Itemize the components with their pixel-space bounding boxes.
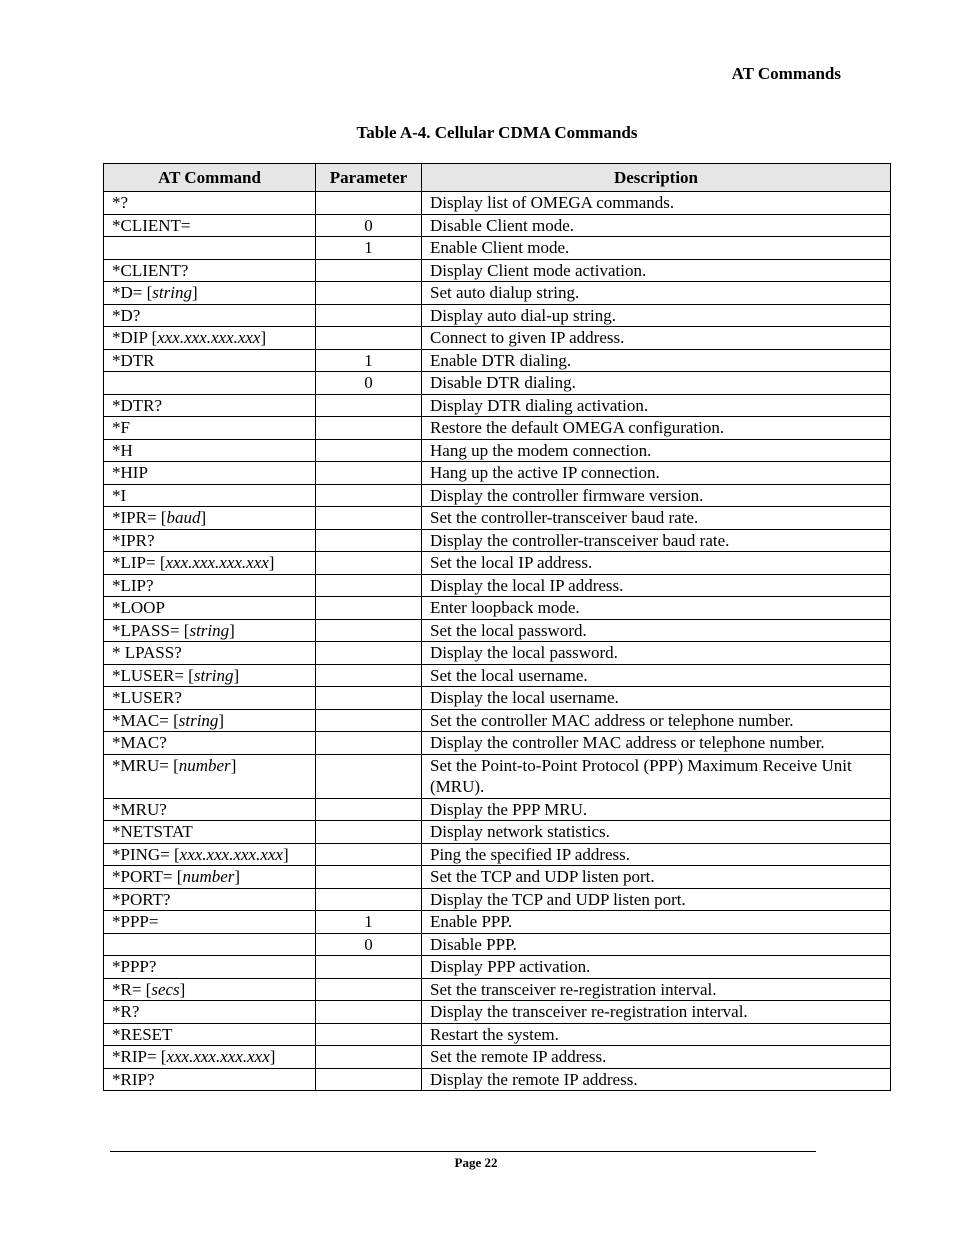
table-row xyxy=(104,214,891,237)
at-command-text: *IPR= [ xyxy=(112,508,167,527)
at-command-cell xyxy=(104,1023,316,1046)
description-cell: Enable DTR dialing. xyxy=(422,349,891,372)
parameter-cell xyxy=(316,619,422,642)
description-cell: Set the remote IP address. xyxy=(422,1046,891,1069)
at-command-text: *DIP [ xyxy=(112,328,158,347)
description-cell: Set the transceiver re-registration interval. xyxy=(422,978,891,1001)
argument-close-bracket: ] xyxy=(179,979,186,999)
description-cell: Set auto dialup string. xyxy=(422,282,891,305)
at-command-cell xyxy=(104,732,316,755)
at-commands-table xyxy=(103,163,891,1091)
at-command-cell xyxy=(104,619,316,642)
at-command-text: *CLIENT? xyxy=(112,260,189,280)
at-command-text: *LUSER= [ xyxy=(112,665,194,685)
table-caption: Table A-4. Cellular CDMA Commands xyxy=(356,123,638,142)
parameter-cell xyxy=(316,574,422,597)
parameter-cell xyxy=(316,417,422,440)
description-cell: Display the PPP MRU. xyxy=(422,798,891,821)
table-row xyxy=(104,732,891,755)
at-command-cell xyxy=(104,843,316,866)
at-command-text: *NETSTAT xyxy=(112,822,193,841)
at-command-cell xyxy=(104,282,316,305)
table-row xyxy=(104,597,891,620)
table-row xyxy=(104,798,891,821)
parameter-cell xyxy=(316,956,422,979)
page-number: Page 22 xyxy=(454,1155,498,1170)
at-command-text: *LIP= [ xyxy=(112,553,166,572)
at-command-cell xyxy=(104,597,316,620)
description-cell: Set the local password. xyxy=(422,619,891,642)
table-row xyxy=(104,933,891,956)
at-command-cell xyxy=(104,237,316,260)
description-cell: Display the controller MAC address or telephone number. xyxy=(422,732,891,755)
at-command-text: *F xyxy=(112,418,130,437)
description-cell: Disable PPP. xyxy=(422,933,891,956)
at-command-cell xyxy=(104,1046,316,1069)
parameter-cell xyxy=(316,529,422,552)
parameter-cell xyxy=(316,327,422,350)
at-command-text: * LPASS? xyxy=(112,643,182,662)
at-command-text: *D? xyxy=(112,305,141,325)
parameter-cell: 0 xyxy=(316,372,422,395)
at-command-cell xyxy=(104,642,316,665)
description-cell: Enable PPP. xyxy=(422,911,891,934)
at-command-cell xyxy=(104,933,316,956)
argument-close-bracket: ] xyxy=(260,328,267,347)
at-command-text: *CLIENT= xyxy=(112,215,191,235)
parameter-cell xyxy=(316,843,422,866)
column-header-at-command: AT Command xyxy=(104,164,316,192)
description-cell: Set the local IP address. xyxy=(422,552,891,575)
at-command-argument: string xyxy=(178,710,219,730)
at-command-text: *PPP= xyxy=(112,912,159,931)
at-command-argument: string xyxy=(193,665,234,685)
at-command-cell xyxy=(104,394,316,417)
parameter-cell xyxy=(316,484,422,507)
table-row xyxy=(104,978,891,1001)
table-row xyxy=(104,552,891,575)
at-command-cell xyxy=(104,709,316,732)
parameter-cell xyxy=(316,1046,422,1069)
at-command-cell xyxy=(104,327,316,350)
at-command-text: *LOOP xyxy=(112,598,165,617)
at-command-argument: xxx.xxx.xxx.xxx xyxy=(157,328,261,347)
parameter-cell: 1 xyxy=(316,911,422,934)
argument-close-bracket: ] xyxy=(282,844,289,864)
argument-close-bracket: ] xyxy=(233,665,240,685)
at-command-cell xyxy=(104,911,316,934)
description-cell: Display the transceiver re-registration interval. xyxy=(422,1001,891,1024)
description-cell: Ping the specified IP address. xyxy=(422,843,891,866)
description-cell: Set the controller-transceiver baud rate. xyxy=(422,507,891,530)
description-cell: Display PPP activation. xyxy=(422,956,891,979)
description-cell: Enter loopback mode. xyxy=(422,597,891,620)
argument-close-bracket: ] xyxy=(229,620,235,640)
table-row xyxy=(104,529,891,552)
at-command-cell xyxy=(104,866,316,889)
description-cell: Display Client mode activation. xyxy=(422,259,891,282)
at-command-cell xyxy=(104,687,316,710)
table-row xyxy=(104,687,891,710)
at-command-cell xyxy=(104,214,316,237)
at-command-argument: secs xyxy=(151,979,180,999)
at-command-text: *MAC? xyxy=(112,733,167,752)
description-cell: Connect to given IP address. xyxy=(422,327,891,350)
table-row xyxy=(104,259,891,282)
table-row xyxy=(104,282,891,305)
parameter-cell xyxy=(316,1001,422,1024)
description-cell: Display auto dial-up string. xyxy=(422,304,891,327)
argument-close-bracket: ] xyxy=(234,867,241,886)
parameter-cell xyxy=(316,709,422,732)
at-command-cell xyxy=(104,798,316,821)
at-command-argument: number xyxy=(182,867,235,886)
footer-rule xyxy=(110,1151,816,1152)
at-command-text: *DTR xyxy=(112,350,155,370)
parameter-cell: 1 xyxy=(316,349,422,372)
parameter-cell xyxy=(316,552,422,575)
column-header-description: Description xyxy=(422,164,891,192)
parameter-cell xyxy=(316,642,422,665)
parameter-cell xyxy=(316,754,422,798)
parameter-cell xyxy=(316,866,422,889)
description-cell: Set the local username. xyxy=(422,664,891,687)
table-row xyxy=(104,888,891,911)
at-command-text: *PORT= [ xyxy=(112,867,183,886)
parameter-cell xyxy=(316,597,422,620)
parameter-cell: 0 xyxy=(316,214,422,237)
at-command-cell xyxy=(104,304,316,327)
table-row xyxy=(104,1023,891,1046)
at-command-cell xyxy=(104,417,316,440)
at-command-cell xyxy=(104,1001,316,1024)
parameter-cell xyxy=(316,394,422,417)
running-header-title: AT Commands xyxy=(731,64,841,83)
table-row xyxy=(104,439,891,462)
table-row xyxy=(104,1068,891,1091)
at-command-argument: xxx.xxx.xxx.xxx xyxy=(179,844,283,864)
at-command-text: *MRU? xyxy=(112,799,167,819)
at-command-text: *RIP= [ xyxy=(112,1047,167,1066)
description-cell: Disable Client mode. xyxy=(422,214,891,237)
at-command-text: *H xyxy=(112,440,133,460)
table-row xyxy=(104,1046,891,1069)
description-cell: Display list of OMEGA commands. xyxy=(422,192,891,215)
table-row xyxy=(104,956,891,979)
description-cell: Display the TCP and UDP listen port. xyxy=(422,888,891,911)
argument-close-bracket: ] xyxy=(218,710,225,730)
description-cell: Display the controller-transceiver baud rate. xyxy=(422,529,891,552)
parameter-cell: 1 xyxy=(316,237,422,260)
at-command-cell xyxy=(104,664,316,687)
at-command-argument: number xyxy=(178,755,231,775)
description-cell: Enable Client mode. xyxy=(422,237,891,260)
table-row xyxy=(104,237,891,260)
at-command-text: *D= [ xyxy=(112,283,153,302)
at-command-text: *RESET xyxy=(112,1024,173,1044)
at-command-text: *PING= [ xyxy=(112,844,180,864)
argument-close-bracket: ] xyxy=(200,508,207,527)
at-command-cell xyxy=(104,439,316,462)
at-command-cell xyxy=(104,552,316,575)
at-command-text: *RIP? xyxy=(112,1069,155,1089)
table-row xyxy=(104,1001,891,1024)
parameter-cell xyxy=(316,507,422,530)
table-row xyxy=(104,642,891,665)
description-cell: Set the controller MAC address or telephone number. xyxy=(422,709,891,732)
parameter-cell xyxy=(316,192,422,215)
argument-close-bracket: ] xyxy=(268,553,275,572)
table-row xyxy=(104,619,891,642)
argument-close-bracket: ] xyxy=(191,283,198,302)
at-command-argument: xxx.xxx.xxx.xxx xyxy=(166,1047,270,1066)
table-row xyxy=(104,484,891,507)
at-command-cell xyxy=(104,888,316,911)
description-cell: Display the local username. xyxy=(422,687,891,710)
description-cell: Set the TCP and UDP listen port. xyxy=(422,866,891,889)
at-command-argument: string xyxy=(189,620,230,640)
parameter-cell xyxy=(316,282,422,305)
description-cell: Disable DTR dialing. xyxy=(422,372,891,395)
at-command-argument: xxx.xxx.xxx.xxx xyxy=(165,553,269,572)
description-cell: Display the local password. xyxy=(422,642,891,665)
at-command-cell xyxy=(104,462,316,485)
at-command-text: *PPP? xyxy=(112,957,157,976)
parameter-cell xyxy=(316,304,422,327)
parameter-cell xyxy=(316,978,422,1001)
description-cell: Hang up the modem connection. xyxy=(422,439,891,462)
at-command-text: *LUSER? xyxy=(112,688,182,707)
at-command-text: *LPASS= [ xyxy=(112,620,190,640)
description-cell: Display network statistics. xyxy=(422,821,891,844)
at-command-cell xyxy=(104,192,316,215)
description-cell: Display the controller firmware version. xyxy=(422,484,891,507)
at-command-cell xyxy=(104,372,316,395)
table-row xyxy=(104,754,891,798)
at-command-text: *MAC= [ xyxy=(112,710,179,730)
description-cell: Restart the system. xyxy=(422,1023,891,1046)
at-command-cell xyxy=(104,821,316,844)
parameter-cell xyxy=(316,462,422,485)
parameter-cell xyxy=(316,821,422,844)
table-row xyxy=(104,911,891,934)
at-command-text: *I xyxy=(112,485,127,505)
at-command-text: *R? xyxy=(112,1002,140,1021)
description-cell: Set the Point-to-Point Protocol (PPP) Maximum Receive Unit (MRU). xyxy=(422,754,891,798)
parameter-cell xyxy=(316,888,422,911)
at-command-cell xyxy=(104,484,316,507)
description-cell: Display the local IP address. xyxy=(422,574,891,597)
at-command-text: *? xyxy=(112,193,129,212)
description-cell: Display DTR dialing activation. xyxy=(422,394,891,417)
table-row xyxy=(104,462,891,485)
at-command-cell xyxy=(104,956,316,979)
at-command-text: *IPR? xyxy=(112,530,155,550)
table-row xyxy=(104,304,891,327)
argument-close-bracket: ] xyxy=(269,1047,276,1066)
table-row xyxy=(104,192,891,215)
at-command-argument: baud xyxy=(166,508,201,527)
parameter-cell xyxy=(316,259,422,282)
table-row xyxy=(104,664,891,687)
table-row xyxy=(104,866,891,889)
at-command-cell xyxy=(104,574,316,597)
at-command-cell xyxy=(104,754,316,798)
at-command-text: *DTR? xyxy=(112,395,163,415)
table-row xyxy=(104,349,891,372)
table-row xyxy=(104,843,891,866)
at-command-argument: string xyxy=(152,283,192,302)
at-command-cell xyxy=(104,1068,316,1091)
parameter-cell xyxy=(316,1068,422,1091)
at-command-cell xyxy=(104,259,316,282)
parameter-cell xyxy=(316,439,422,462)
at-command-text: *LIP? xyxy=(112,575,154,595)
parameter-cell xyxy=(316,798,422,821)
table-row xyxy=(104,372,891,395)
column-header-parameter: Parameter xyxy=(316,164,422,192)
at-command-cell xyxy=(104,349,316,372)
parameter-cell xyxy=(316,1023,422,1046)
table-row xyxy=(104,417,891,440)
at-command-text: *PORT? xyxy=(112,889,171,909)
at-command-text: *R= [ xyxy=(112,979,152,999)
table-row xyxy=(104,394,891,417)
at-command-cell xyxy=(104,978,316,1001)
table-row xyxy=(104,574,891,597)
table-row xyxy=(104,327,891,350)
at-command-text: *MRU= [ xyxy=(112,755,179,775)
argument-close-bracket: ] xyxy=(230,755,237,775)
table-row xyxy=(104,709,891,732)
description-cell: Hang up the active IP connection. xyxy=(422,462,891,485)
parameter-cell: 0 xyxy=(316,933,422,956)
parameter-cell xyxy=(316,664,422,687)
parameter-cell xyxy=(316,687,422,710)
at-command-text: *HIP xyxy=(112,463,148,482)
at-command-cell xyxy=(104,529,316,552)
description-cell: Restore the default OMEGA configuration. xyxy=(422,417,891,440)
table-body xyxy=(104,192,891,1091)
table-header-row xyxy=(104,164,891,192)
parameter-cell xyxy=(316,732,422,755)
table-row xyxy=(104,821,891,844)
description-cell: Display the remote IP address. xyxy=(422,1068,891,1091)
table-row xyxy=(104,507,891,530)
at-command-cell xyxy=(104,507,316,530)
